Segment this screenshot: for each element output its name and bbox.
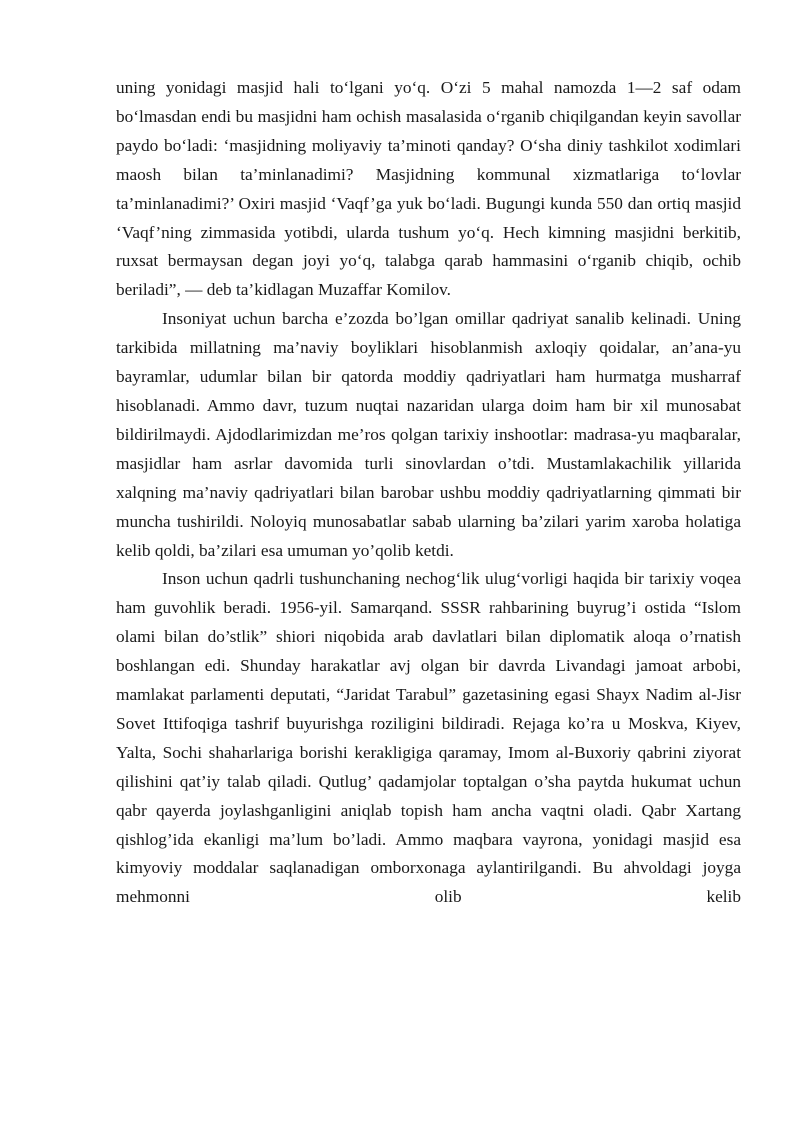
paragraph-masjid-vaqf: uning yonidagi masjid hali to‘lgani yo‘q. O‘zi 5 mahal namozda 1—2 saf odam bo‘lmasdan endi bu masjidni ham ochish masalasida o‘rganib chiqilgandan keyin savollar paydo bo‘ladi: ‘masjidning moliyaviy ta’minoti qanday? O‘sha diniy tashkilot xodimlari maosh bilan ta’minlanadimi? Masjidning kommunal xizmatlariga to‘lovlar ta’minlanadimi?’ Oxiri masjid ‘Vaqf’ga yuk bo‘ladi. Bugungi kunda 550 dan ortiq masjid ‘Vaqf’ning zimmasida yotibdi, ularda tushum yo‘q. Hech kimning masjidni berkitib, ruxsat bermaysan degan joyi yo‘q, talabga qarab hammasini o‘rganib chiqib, ochib beriladi”, — deb ta’kidlagan Muzaffar Komilov. xyxy=(116,78,741,300)
body-text xyxy=(116,74,741,912)
paragraph-tarixiy-voqea: Inson uchun qadrli tushunchaning nechog‘lik ulug‘vorligi haqida bir tarixiy voqea ham guvohlik beradi. 1956-yil. Samarqand. SSSR rahbarining buyrug’i ostida “Islom olami bilan do’stlik” shiori niqobida arab davlatlari bilan diplomatik aloqa o’rnatish boshlangan edi. Shunday harakatlar avj olgan bir davrda Livandagi jamoat arbobi, mamlakat parlamenti deputati, “Jaridat Tarabul” gazetasining egasi Shayx Nadim al-Jisr Sovet Ittifoqiga tashrif buyurishga roziligini bildiradi. Rejaga ko’ra u Moskva, Kiyev, Yalta, Sochi shaharlariga borishi kerakligiga qaramay, Imom al-Buxoriy qabrini ziyorat qilishini qat’iy talab qiladi. Qutlug’ qadamjolar toptalgan o’sha paytda hukumat uchun qabr qayerda joylashganligini aniqlab topish ham ancha vaqtni oladi. Qabr Xartang qishlog’ida ekanligi ma’lum bo’ladi. Ammo maqbara vayrona, yonidagi masjid esa kimyoviy moddalar saqlanadigan omborxonaga aylantirilgandi. Bu ahvoldagi joyga mehmonni olib kelib xyxy=(116,569,741,907)
paragraph-qadriyat: Insoniyat uchun barcha e’zozda bo’lgan omillar qadriyat sanalib kelinadi. Uning tarkibida millatning ma’naviy boyliklari hisoblanmish axloqiy qoidalar, an’ana-yu bayramlar, udumlar bilan bir qatorda moddiy qadriyatlari ham hurmatga musharraf hisoblanadi. Ammo davr, tuzum nuqtai nazaridan ularga doim ham bir xil munosabat bildirilmaydi. Ajdodlarimizdan me’ros qolgan tarixiy inshootlar: madrasa-yu maqbaralar, masjidlar ham asrlar davomida turli sinovlardan o’tdi. Mustamlakachilik yillarida xalqning ma’naviy qadriyatlari bilan barobar ushbu moddiy qadriyatlarning qimmati bir muncha tushirildi. Noloyiq munosabatlar sabab ularning ba’zilari yarim xaroba holatiga kelib qoldi, ba’zilari esa umuman yo’qolib ketdi. xyxy=(116,309,741,560)
